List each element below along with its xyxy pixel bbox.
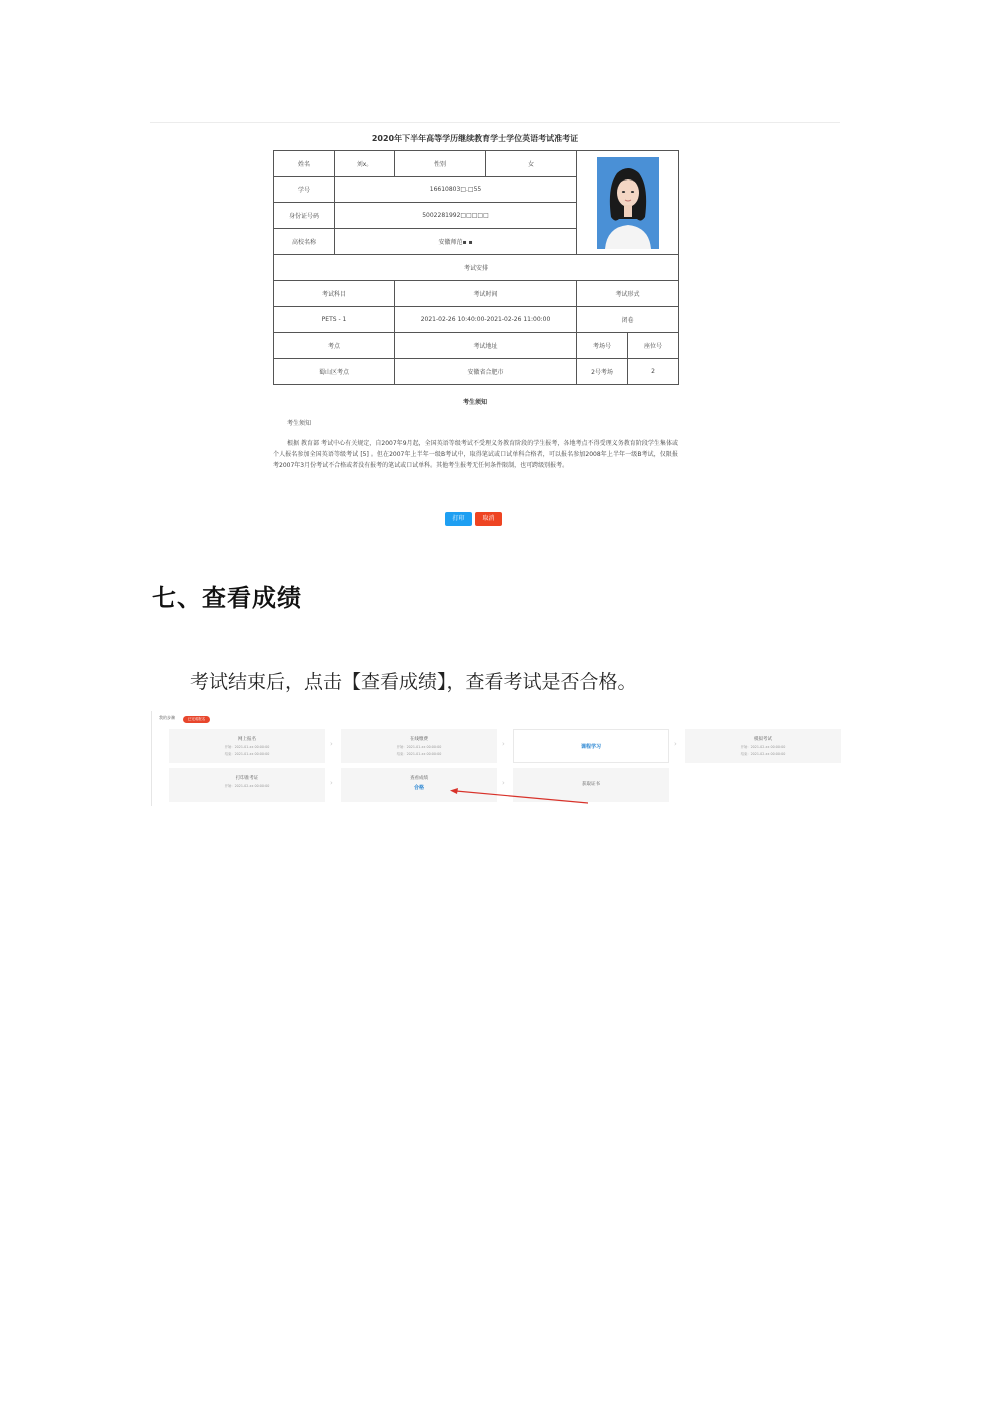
id-card-value: 5002281992□□□□□ — [335, 203, 577, 229]
step-title: 获取证书 — [582, 782, 600, 787]
step-title: 查看成绩 — [410, 776, 428, 781]
address-label: 考试地址 — [395, 333, 577, 359]
step-start: 开始：2021-02-xx 00:00:00 — [740, 745, 786, 749]
steps-header: 我的步骤 — [159, 715, 175, 720]
format-label: 考试形式 — [577, 281, 679, 307]
chevron-right-icon: › — [330, 740, 333, 748]
notice-label: 考生须知 — [287, 420, 312, 427]
address-value: 安徽省合肥市 — [395, 359, 577, 385]
student-id-label: 学号 — [274, 177, 335, 203]
id-card-label: 身份证号码 — [274, 203, 335, 229]
admission-ticket-table — [273, 150, 679, 385]
student-id-value: 16610803□.□55 — [335, 177, 577, 203]
notice-title: 考生须知 — [462, 399, 487, 406]
ticket-actions — [445, 512, 502, 526]
instruction-paragraph: 考试结束后，点击【查看成绩】，查看考试是否合格。 — [190, 671, 637, 693]
step-start: 开始：2021-01-xx 00:00:00 — [396, 745, 442, 749]
name-value: 刘x。 — [335, 151, 395, 177]
subject-label: 考试科目 — [274, 281, 395, 307]
time-label: 考试时间 — [395, 281, 577, 307]
step-end: 结束：2021-01-xx 00:00:00 — [396, 752, 442, 756]
schedule-header: 考试安排 — [274, 255, 679, 281]
score-result: 合格 — [413, 785, 424, 791]
time-value: 2021-02-26 10:40:00-2021-02-26 11:00:00 — [395, 307, 577, 333]
gender-value: 女 — [486, 151, 577, 177]
step-title: 在线缴费 — [410, 737, 428, 742]
candidate-photo — [597, 157, 659, 249]
venue-label: 考点 — [274, 333, 395, 359]
subject-value: PETS - 1 — [274, 307, 395, 333]
step-end: 结束：2021-02-xx 00:00:00 — [740, 752, 786, 756]
step-start: 开始：2021-02-xx 00:00:00 — [224, 784, 270, 788]
top-divider — [150, 122, 840, 123]
room-value: 2号考场 — [577, 359, 628, 385]
step-card-print-ticket[interactable] — [169, 768, 325, 802]
chevron-right-icon: › — [502, 779, 505, 787]
name-label: 姓名 — [274, 151, 335, 177]
school-value: 安徽师范▪ ▪ — [335, 229, 577, 255]
step-title: 课程学习 — [580, 744, 601, 750]
step-card-payment[interactable] — [341, 729, 497, 763]
seat-label: 座位号 — [628, 333, 679, 359]
photo-cell — [577, 151, 679, 255]
step-title: 打印准考证 — [235, 776, 259, 781]
section-heading: 七、查看成绩 — [152, 584, 302, 612]
step-card-mock-exam[interactable] — [685, 729, 841, 763]
cancel-button[interactable]: 取消 — [475, 512, 502, 526]
steps-screenshot — [151, 711, 842, 806]
step-title: 模拟考试 — [754, 737, 772, 742]
chevron-right-icon: › — [330, 779, 333, 787]
gender-label: 性别 — [395, 151, 486, 177]
chevron-right-icon: › — [674, 740, 677, 748]
room-label: 考场号 — [577, 333, 628, 359]
ticket-title: 2020年下半年高等学历继续教育学士学位英语考试准考证 — [371, 134, 579, 143]
step-end: 结束：2021-01-xx 00:00:00 — [224, 752, 270, 756]
notice-body: 根据 教育部 考试中心有关规定，自2007年9月起，全国英语等级考试不受理义务教育阶段的学生报考，各地考点不得受理义务教育阶段学生集体或个人报名参加全国英语等级考试 [5] 。但在2007年上半年一级B考试中，取得笔试或口试单科合格者，可以报名参加2008年上半年一级B考试，仅限报考2007年3月份考试不合格或者没有报考的笔试或口试单科。其他考生报考无任何条件限制，也可跨级别报考。 — [273, 440, 678, 469]
step-start: 开始：2021-01-xx 00:00:00 — [224, 745, 270, 749]
step-title: 网上报名 — [238, 737, 256, 742]
venue-value: 蜀山区考点 — [274, 359, 395, 385]
chevron-right-icon: › — [502, 740, 505, 748]
print-button[interactable]: 打印 — [445, 512, 472, 526]
step-card-register[interactable] — [169, 729, 325, 763]
seat-value: 2 — [628, 359, 679, 385]
school-label: 高校名称 — [274, 229, 335, 255]
red-arrow-icon — [448, 787, 588, 805]
step-card-study[interactable] — [513, 729, 669, 763]
status-badge: 已完成报名 — [183, 716, 210, 723]
format-value: 闭卷 — [577, 307, 679, 333]
